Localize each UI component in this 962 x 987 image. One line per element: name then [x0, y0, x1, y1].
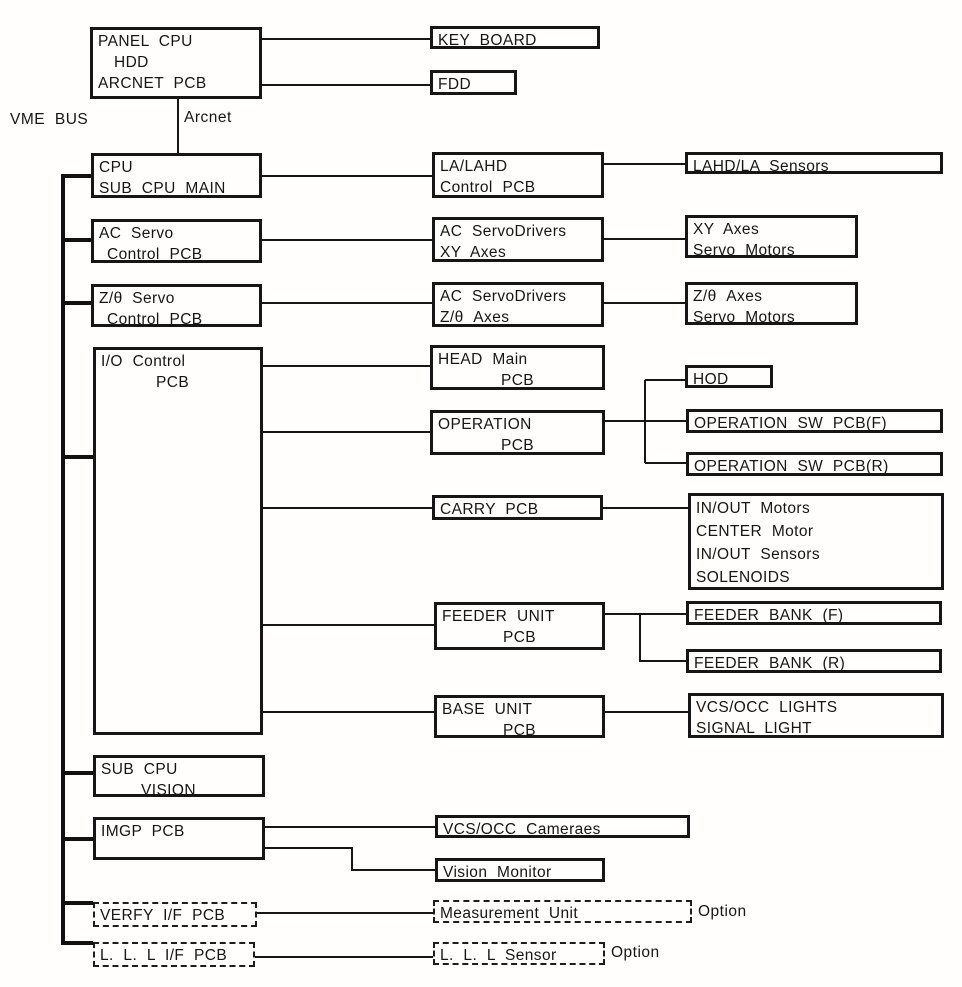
node-lll-sensor: L. L. L Sensor	[433, 942, 605, 965]
node-imgp-pcb: IMGP PCB	[93, 817, 265, 860]
node-z-servo-motors: Z/θ Axes Servo Motors	[685, 282, 858, 325]
arcnet-label: Arcnet	[184, 109, 232, 126]
node-vision-monitor: Vision Monitor	[435, 858, 605, 882]
node-z-servo: Z/θ Servo Control PCB	[91, 284, 262, 327]
option-label-lll: Option	[611, 944, 660, 961]
node-hod: HOD	[685, 365, 773, 388]
node-sub-cpu-vision: SUB CPU VISION	[93, 755, 265, 797]
node-xy-servo-motors: XY Axes Servo Motors	[685, 215, 858, 258]
node-feeder-bank-r: FEEDER BANK (R)	[686, 649, 942, 673]
node-measurement-unit: Measurement Unit	[433, 900, 692, 923]
node-head-main: HEAD Main PCB	[430, 345, 605, 390]
node-feeder-unit: FEEDER UNIT PCB	[434, 602, 605, 650]
node-fdd: FDD	[430, 70, 517, 95]
node-verfy-if-pcb: VERFY I/F PCB	[93, 902, 257, 927]
node-panel-cpu: PANEL CPU HDD ARCNET PCB	[90, 27, 262, 99]
node-lahd-la-sensors: LAHD/LA Sensors	[685, 152, 943, 174]
node-ac-drivers-xy: AC ServoDrivers XY Axes	[432, 217, 604, 262]
node-base-loads: VCS/OCC LIGHTS SIGNAL LIGHT	[688, 693, 944, 738]
node-la-lahd-control: LA/LAHD Control PCB	[432, 152, 604, 198]
node-key-board: KEY BOARD	[430, 26, 600, 49]
connector-feeder-bankr	[640, 614, 686, 661]
node-ac-drivers-z: AC ServoDrivers Z/θ Axes	[432, 282, 604, 327]
node-carry-loads: IN/OUT Motors CENTER Motor IN/OUT Sensors SOLENOIDS	[688, 493, 944, 590]
node-cpu: CPU SUB CPU MAIN	[91, 153, 262, 198]
node-feeder-bank-f: FEEDER BANK (F)	[686, 601, 942, 625]
connector-imgp-monitor	[265, 848, 435, 870]
node-io-control: I/O Control PCB	[93, 347, 263, 735]
node-lll-if-pcb: L. L. L I/F PCB	[93, 942, 255, 967]
node-operation-sw-pcb-f: OPERATION SW PCB(F)	[686, 409, 943, 433]
node-carry-pcb: CARRY PCB	[432, 495, 603, 520]
node-operation-sw-pcb-r: OPERATION SW PCB(R)	[686, 452, 943, 476]
vme-bus-label: VME BUS	[10, 111, 89, 128]
node-ac-servo: AC Servo Control PCB	[91, 219, 262, 263]
node-operation-pcb: OPERATION PCB	[430, 410, 605, 455]
option-label-measurement: Option	[698, 903, 747, 920]
node-base-unit: BASE UNIT PCB	[434, 695, 605, 738]
node-vcs-occ-cameras: VCS/OCC Cameraes	[435, 815, 690, 838]
